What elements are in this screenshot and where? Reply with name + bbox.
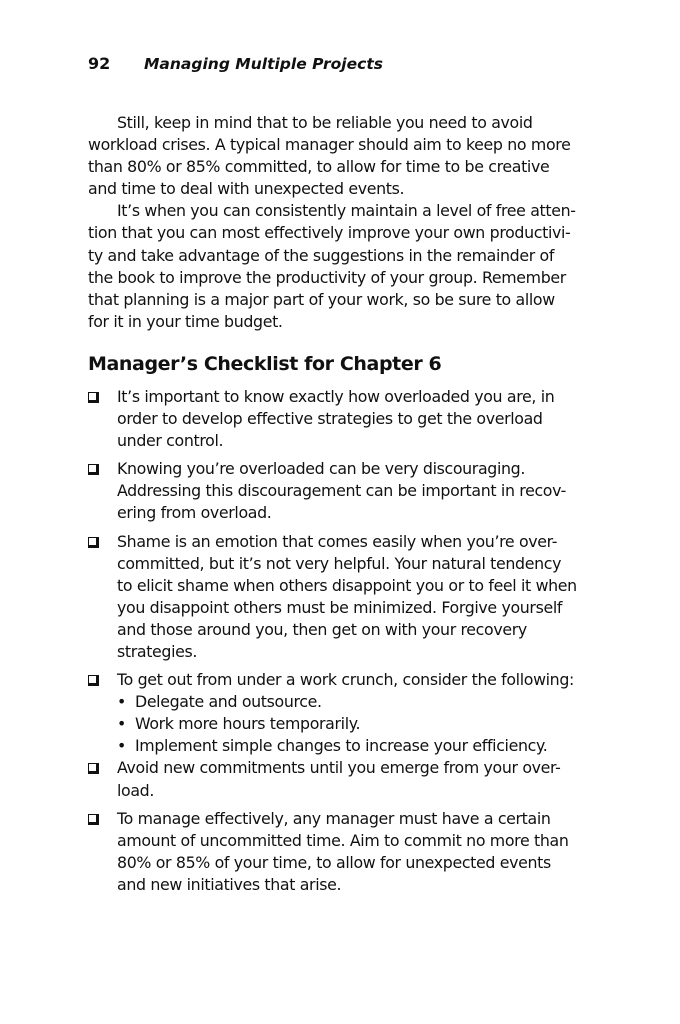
bullet-item <box>117 713 600 735</box>
bullet-item <box>117 691 600 713</box>
text-line: Still, keep in mind that to be reliable you need to avoid <box>117 113 533 132</box>
bullet-list <box>117 691 600 757</box>
bullet-text: Delegate and outsource. <box>135 692 322 712</box>
checklist-item <box>88 669 600 757</box>
checklist-item <box>88 757 600 801</box>
checkbox-icon <box>88 537 99 548</box>
text-line: than 80% or 85% committed, to allow for time to be creative <box>88 157 550 177</box>
text-line: amount of uncommitted time. Aim to commit no more than <box>117 830 569 850</box>
bullet-text: Work more hours temporarily. <box>135 714 361 734</box>
bullet-icon: • <box>117 692 126 712</box>
checkbox-icon <box>88 464 99 475</box>
text-line: ering from overload. <box>117 503 272 523</box>
text-line: and those around you, then get on with your recovery <box>117 619 527 639</box>
text-line: 80% or 85% of your time, to allow for unexpected events <box>117 852 551 872</box>
text-line: To get out from under a work crunch, consider the following: <box>117 670 574 690</box>
text-line: It’s important to know exactly how overloaded you are, in <box>117 386 555 406</box>
running-title: Managing Multiple Projects <box>144 55 383 73</box>
checkbox-icon <box>88 814 99 825</box>
manager-checklist <box>88 386 600 896</box>
bullet-item <box>117 735 600 757</box>
text-line: that planning is a major part of your work, so be sure to allow <box>88 289 555 309</box>
text-line: order to develop effective strategies to get the overload <box>117 409 543 429</box>
text-line: to elicit shame when others disappoint you or to feel it when <box>117 575 577 595</box>
checkbox-icon <box>88 763 99 774</box>
body-paragraph <box>88 200 600 333</box>
text-line: the book to improve the productivity of your group. Remember <box>88 267 566 287</box>
checkbox-icon <box>88 675 99 686</box>
bullet-icon: • <box>117 714 126 734</box>
text-line: and new initiatives that arise. <box>117 874 342 894</box>
text-line: and time to deal with unexpected events. <box>88 179 405 199</box>
text-line: To manage effectively, any manager must have a certain <box>117 808 551 828</box>
text-line: under control. <box>117 431 224 451</box>
text-line: committed, but it’s not very helpful. Your natural tendency <box>117 553 562 573</box>
text-line: tion that you can most effectively improve your own productivi- <box>88 223 571 243</box>
body-paragraph <box>88 112 600 200</box>
text-line: Addressing this discouragement can be important in recov- <box>117 481 567 501</box>
text-line: for it in your time budget. <box>88 311 283 331</box>
page-header <box>88 54 383 73</box>
text-line: It’s when you can consistently maintain a level of free atten- <box>117 201 576 221</box>
checklist-item <box>88 386 600 452</box>
text-line: Knowing you’re overloaded can be very discouraging. <box>117 459 526 479</box>
text-line: strategies. <box>117 641 198 661</box>
checklist-heading: Manager’s Checklist for Chapter 6 <box>88 352 442 375</box>
text-line: workload crises. A typical manager should aim to keep no more <box>88 135 571 155</box>
checklist-item <box>88 458 600 524</box>
page-body <box>88 112 600 902</box>
checklist-item <box>88 531 600 664</box>
checklist-item <box>88 808 600 896</box>
text-line: Avoid new commitments until you emerge from your over- <box>117 758 561 778</box>
text-line: ty and take advantage of the suggestions in the remainder of <box>88 245 555 265</box>
text-line: load. <box>117 780 155 800</box>
text-line: you disappoint others must be minimized. Forgive yourself <box>117 597 563 617</box>
bullet-icon: • <box>117 736 126 756</box>
checkbox-icon <box>88 392 99 403</box>
bullet-text: Implement simple changes to increase your efficiency. <box>135 736 548 756</box>
page-number: 92 <box>88 54 111 73</box>
text-line: Shame is an emotion that comes easily when you’re over- <box>117 531 558 551</box>
